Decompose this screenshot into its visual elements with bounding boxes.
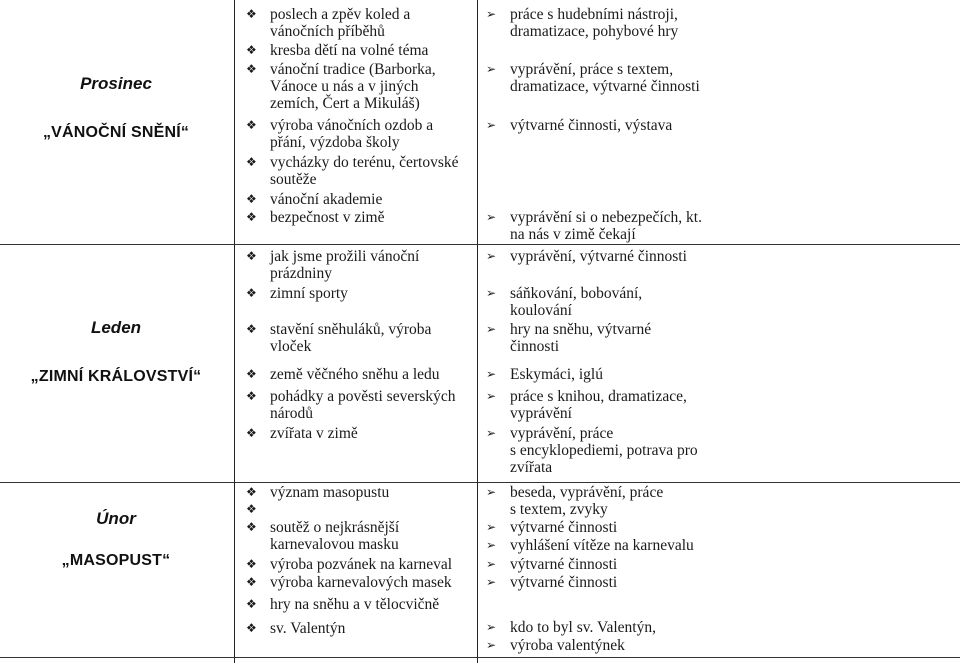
diamond-bullet-icon: ❖: [246, 322, 257, 336]
arrow-bullet-icon: ➢: [486, 389, 497, 403]
diamond-bullet-icon: ❖: [246, 520, 257, 534]
month-label-prosinec: [0, 74, 232, 94]
arrow-bullet-icon: ➢: [486, 210, 497, 224]
month-label-unor: [0, 509, 232, 529]
method-item: ➢ výroba valentýnek: [486, 637, 625, 654]
arrow-bullet-icon: ➢: [486, 520, 497, 534]
method-item: ➢ výtvarné činnosti: [486, 574, 618, 591]
row-divider-2: [0, 482, 960, 483]
activity-item: ❖ výroba vánočních ozdob a přání, výzdoba školy: [246, 117, 434, 151]
month-name: Leden: [90, 318, 142, 337]
activity-item: ❖ zimní sporty: [246, 285, 348, 302]
activity-item: ❖ zvířata v zimě: [246, 425, 358, 442]
diamond-bullet-icon: ❖: [246, 367, 257, 381]
activity-item: [246, 501, 476, 518]
diamond-bullet-icon: ❖: [246, 597, 257, 611]
row-divider-1: [0, 244, 960, 245]
diamond-bullet-icon: ❖: [246, 575, 257, 589]
activity-item: ❖ výroba pozvánek na karneval: [246, 556, 453, 573]
method-item: ➢ hry na sněhu, výtvarné činnosti: [486, 321, 652, 355]
activity-item: ❖ hry na sněhu a v tělocvičně: [246, 596, 440, 613]
column-divider-2: [477, 0, 478, 663]
method-item: ➢ práce s hudebními nástroji, dramatizace, pohybové hry: [486, 6, 679, 40]
month-name: Únor: [96, 509, 136, 528]
month-label-leden: [0, 318, 232, 338]
method-item: ➢ beseda, vyprávění, práce s textem, zvyky: [486, 484, 664, 518]
diamond-bullet-icon: ❖: [246, 7, 257, 21]
month-theme-leden: [0, 368, 232, 386]
arrow-bullet-icon: ➢: [486, 638, 497, 652]
activity-item: ❖ soutěž o nejkrásnější karnevalovou masku: [246, 519, 400, 553]
arrow-bullet-icon: ➢: [486, 575, 497, 589]
arrow-bullet-icon: ➢: [486, 62, 497, 76]
activity-item: ❖ vánoční tradice (Barborka, Vánoce u nás a v jiných zemích, Čert a Mikuláš): [246, 61, 436, 112]
arrow-bullet-icon: ➢: [486, 557, 497, 571]
diamond-bullet-icon: ❖: [246, 502, 257, 516]
method-item: ➢ vyprávění si o nebezpečích, kt. na nás v zimě čekají: [486, 209, 702, 243]
diamond-bullet-icon: ❖: [246, 43, 257, 57]
diamond-bullet-icon: ❖: [246, 557, 257, 571]
row-divider-3: [0, 657, 960, 658]
method-item: ➢ kdo to byl sv. Valentýn,: [486, 619, 656, 636]
diamond-bullet-icon: ❖: [246, 118, 257, 132]
activity-item: ❖ kresba dětí na volné téma: [246, 42, 429, 59]
activity-item: ❖ sv. Valentýn: [246, 620, 346, 637]
month-theme: „VÁNOČNÍ SNĚNÍ“: [42, 124, 190, 141]
method-item: ➢ práce s knihou, dramatizace, vyprávění: [486, 388, 687, 422]
arrow-bullet-icon: ➢: [486, 620, 497, 634]
method-item: ➢ sáňkování, bobování, koulování: [486, 285, 643, 319]
activity-item: ❖ vánoční akademie: [246, 191, 383, 208]
diamond-bullet-icon: ❖: [246, 621, 257, 635]
method-item: ➢ výtvarné činnosti: [486, 556, 618, 573]
method-item: ➢ Eskymáci, iglú: [486, 366, 603, 383]
month-theme: „ZIMNÍ KRÁLOVSTVÍ“: [30, 368, 202, 385]
arrow-bullet-icon: ➢: [486, 426, 497, 440]
arrow-bullet-icon: ➢: [486, 7, 497, 21]
method-item: ➢ výtvarné činnosti: [486, 519, 618, 536]
arrow-bullet-icon: ➢: [486, 367, 497, 381]
diamond-bullet-icon: ❖: [246, 286, 257, 300]
activity-item: ❖ výroba karnevalových masek: [246, 574, 452, 591]
method-item: ➢ vyprávění, práce s textem, dramatizace, výtvarné činnosti: [486, 61, 700, 95]
activity-item: ❖ vycházky do terénu, čertovské soutěže: [246, 154, 459, 188]
diamond-bullet-icon: ❖: [246, 426, 257, 440]
activity-item: ❖ pohádky a pověsti severských národů: [246, 388, 456, 422]
diamond-bullet-icon: ❖: [246, 62, 257, 76]
month-name: Prosinec: [80, 74, 152, 93]
method-item: ➢ vyprávění, výtvarné činnosti: [486, 248, 687, 265]
diamond-bullet-icon: ❖: [246, 249, 257, 263]
diamond-bullet-icon: ❖: [246, 155, 257, 169]
activity-item: ❖ jak jsme prožili vánoční prázdniny: [246, 248, 420, 282]
month-theme: „MASOPUST“: [61, 552, 171, 569]
activity-item: ❖ bezpečnost v zimě: [246, 209, 385, 226]
column-divider-1: [234, 0, 235, 663]
activity-item: ❖ poslech a zpěv koled a vánočních příběhů: [246, 6, 411, 40]
method-item: ➢ výtvarné činnosti, výstava: [486, 117, 673, 134]
diamond-bullet-icon: ❖: [246, 485, 257, 499]
method-item: ➢ vyhlášení vítěze na karnevalu: [486, 537, 694, 554]
arrow-bullet-icon: ➢: [486, 322, 497, 336]
activity-item: ❖ stavění sněhuláků, výroba vloček: [246, 321, 432, 355]
diamond-bullet-icon: ❖: [246, 389, 257, 403]
activity-item: ❖ význam masopustu: [246, 484, 390, 501]
diamond-bullet-icon: ❖: [246, 210, 257, 224]
method-item: ➢ vyprávění, práce s encyklopediemi, potrava pro zvířata: [486, 425, 698, 476]
activity-item: ❖ země věčného sněhu a ledu: [246, 366, 440, 383]
arrow-bullet-icon: ➢: [486, 538, 497, 552]
arrow-bullet-icon: ➢: [486, 118, 497, 132]
month-theme-unor: [0, 552, 232, 570]
arrow-bullet-icon: ➢: [486, 485, 497, 499]
arrow-bullet-icon: ➢: [486, 286, 497, 300]
diamond-bullet-icon: ❖: [246, 192, 257, 206]
month-theme-prosinec: [0, 124, 232, 142]
arrow-bullet-icon: ➢: [486, 249, 497, 263]
